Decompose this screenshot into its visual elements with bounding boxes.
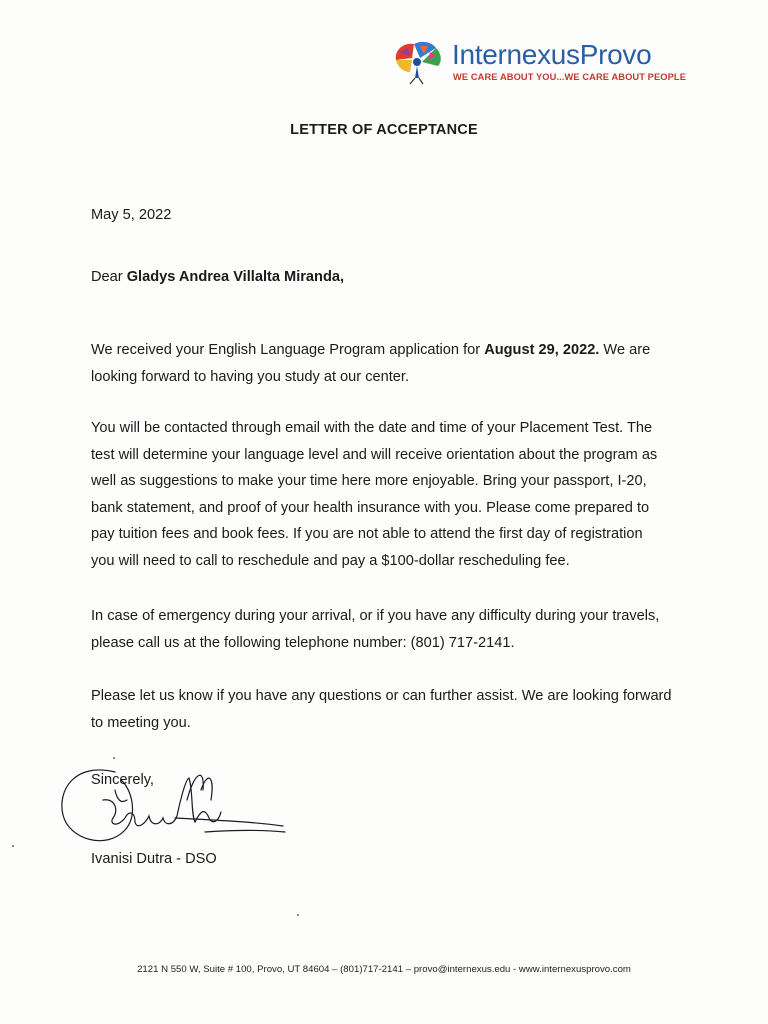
paragraph-line: bank statement, and proof of your health insurance with you. Please come prepared to — [91, 499, 650, 516]
paragraph-line: Please let us know if you have any questions or can further assist. We are looking forward — [91, 688, 672, 704]
salutation — [91, 264, 344, 291]
salutation-text: Dear — [91, 269, 127, 285]
paragraph-closing-remarks — [91, 683, 672, 736]
letter-date: May 5, 2022 — [91, 207, 172, 223]
scan-speck — [113, 757, 115, 759]
paragraph-line: test will determine your language level and will receive orientation about the program as — [91, 446, 658, 463]
paragraph-line — [91, 337, 650, 364]
paragraph-line: pay tuition fees and book fees. If you are not able to attend the first day of registration — [91, 526, 643, 542]
scan-speck — [12, 845, 14, 847]
paragraph-line: to meeting you. — [91, 714, 191, 731]
paragraph-line: looking forward to having you study at our center. — [91, 368, 410, 385]
closing: Sincerely, — [91, 772, 154, 788]
letter-title: LETTER OF ACCEPTANCE — [290, 122, 478, 138]
paragraph-line: please call us at the following telephone number: (801) 717-2141. — [91, 634, 515, 651]
paragraph-application — [91, 337, 650, 390]
text-span: We are — [599, 342, 651, 358]
program-start-date: August 29, 2022. — [484, 342, 600, 358]
logo-tagline: WE CARE ABOUT YOU...WE CARE ABOUT PEOPLE — [453, 72, 686, 82]
peacock-logo-icon — [390, 38, 448, 86]
internexus-logo — [390, 38, 690, 88]
text-span: We received your English Language Program application for — [91, 342, 485, 358]
paragraph-emergency — [91, 603, 659, 656]
scan-speck — [297, 914, 299, 916]
handwritten-signature — [55, 760, 290, 855]
signer-name: Ivanisi Dutra - DSO — [91, 851, 217, 867]
paragraph-line: well as suggestions to make your time here more enjoyable. Bring your passport, I-20, — [91, 473, 647, 489]
paragraph-line: You will be contacted through email with the date and time of your Placement Test. The — [91, 420, 653, 436]
paragraph-line: In case of emergency during your arrival, or if you have any difficulty during your travels, — [91, 608, 660, 624]
logo-name: InternexusProvo — [452, 39, 652, 70]
paragraph-placement-test — [91, 415, 657, 574]
footer-address: 2121 N 550 W, Suite # 100, Provo, UT 84604 – (801)717-2141 – provo@internexus.edu - www.internexusprovo.com — [137, 964, 631, 975]
paragraph-line: you will need to call to reschedule and pay a $100-dollar rescheduling fee. — [91, 552, 570, 569]
recipient-name: Gladys Andrea Villalta Miranda, — [126, 269, 345, 285]
